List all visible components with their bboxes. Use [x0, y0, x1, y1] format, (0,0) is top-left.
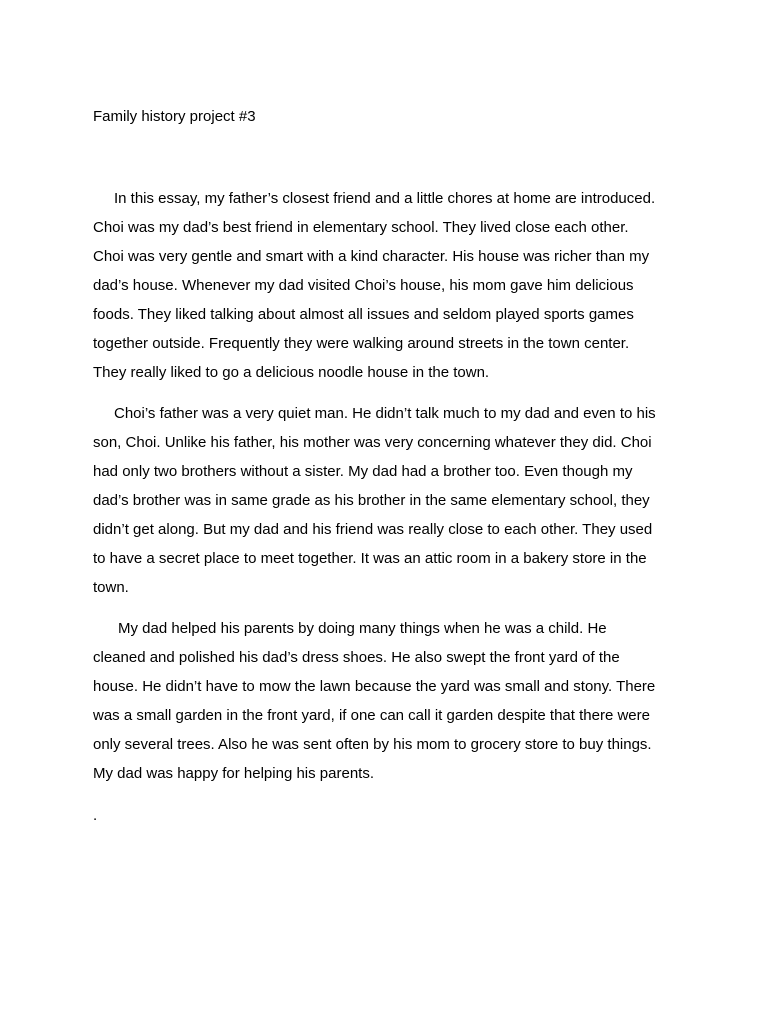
line-text: Choi’s father was a very quiet man. He didn’t talk much to my dad and even to his [114, 405, 656, 422]
document-body [93, 188, 683, 804]
line-text: In this essay, my father’s closest friend and a little chores at home are introduced. [114, 190, 656, 207]
paragraph-line: to have a secret place to meet together. It was an attic room in a bakery store in the [93, 550, 647, 567]
paragraph-line: together outside. Frequently they were walking around streets in the town center. [93, 335, 630, 352]
paragraph-1 [93, 188, 683, 391]
paragraph-line: cleaned and polished his dad’s dress shoes. He also swept the front yard of the [93, 649, 620, 666]
paragraph-line: was a small garden in the front yard, if one can call it garden despite that there were [93, 707, 650, 724]
paragraph-line: dad’s brother was in same grade as his brother in the same elementary school, they [93, 492, 650, 509]
line-text: My dad helped his parents by doing many things when he was a child. He [118, 620, 607, 637]
paragraph-line [93, 188, 683, 217]
paragraph-line: had only two brothers without a sister. My dad had a brother too. Even though my [93, 463, 633, 480]
paragraph-line: only several trees. Also he was sent often by his mom to grocery store to buy things. [93, 736, 652, 753]
paragraph-line: son, Choi. Unlike his father, his mother was very concerning whatever they did. Choi [93, 434, 652, 451]
paragraph-line: town. [93, 579, 129, 596]
paragraph-line: My dad was happy for helping his parents. [93, 765, 374, 782]
paragraph-3 [93, 618, 683, 792]
trailing-period: . [93, 807, 98, 824]
paragraph-line: house. He didn’t have to mow the lawn because the yard was small and stony. There [93, 678, 656, 695]
paragraph-line [93, 403, 683, 432]
paragraph-line [93, 618, 683, 647]
paragraph-2 [93, 403, 683, 606]
paragraph-line: They really liked to go a delicious noodle house in the town. [93, 364, 490, 381]
paragraph-line: Choi was very gentle and smart with a kind character. His house was richer than my [93, 248, 650, 265]
paragraph-line: Choi was my dad’s best friend in elementary school. They lived close each other. [93, 219, 629, 236]
paragraph-line: foods. They liked talking about almost all issues and seldom played sports games [93, 306, 634, 323]
paragraph-line: didn’t get along. But my dad and his friend was really close to each other. They used [93, 521, 653, 538]
paragraph-line: dad’s house. Whenever my dad visited Choi’s house, his mom gave him delicious [93, 277, 634, 294]
document-title: Family history project #3 [93, 108, 256, 125]
